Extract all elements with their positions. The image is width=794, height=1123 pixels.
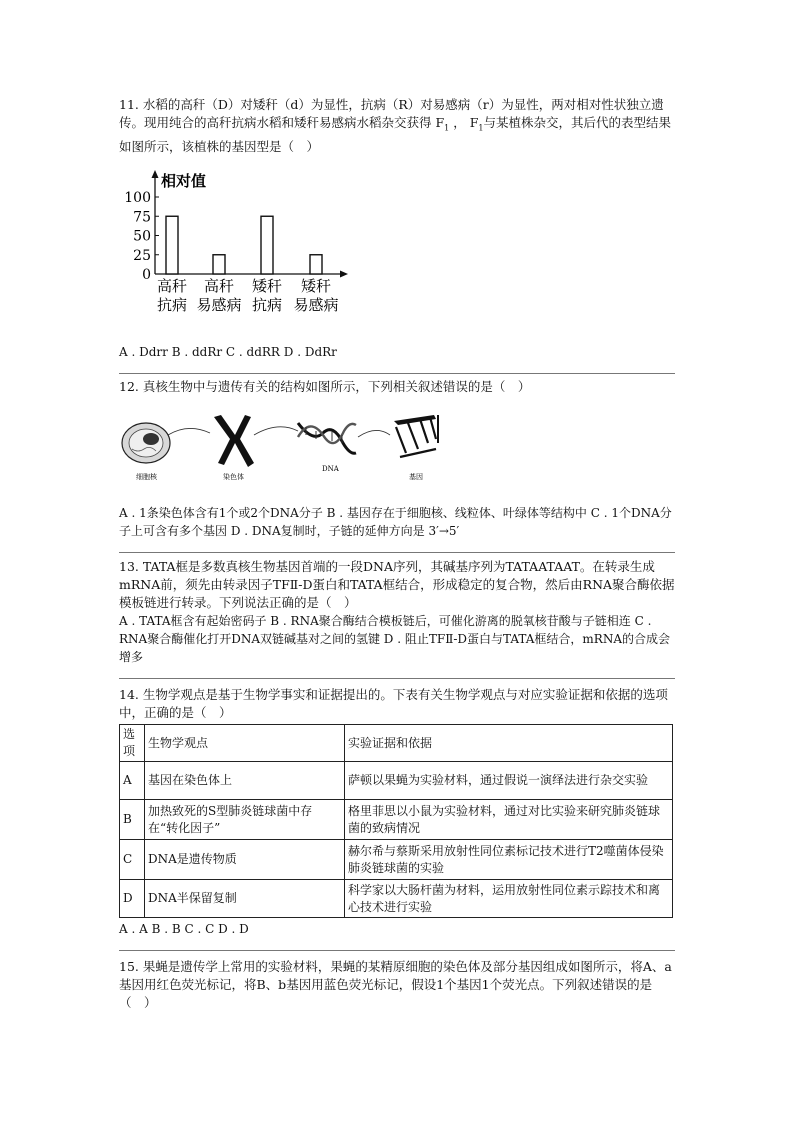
arrow-dna-gene bbox=[358, 430, 390, 437]
q11-bar-chart bbox=[115, 168, 355, 318]
question-15 bbox=[119, 958, 675, 1012]
gene-illustration bbox=[394, 415, 438, 457]
x-category-label: 易感病 bbox=[293, 296, 339, 314]
label-gene: 基因 bbox=[409, 473, 423, 481]
y-tick-label: 50 bbox=[133, 228, 151, 245]
question-14-options: A . A B . B C . C D . D bbox=[119, 922, 249, 936]
table-row bbox=[120, 840, 673, 880]
label-chromosome: 染色体 bbox=[223, 473, 244, 481]
x-category-label: 抗病 bbox=[251, 296, 283, 314]
question-12-options: A . 1条染色体含有1个或2个DNA分子 B . 基因存在于细胞核、线粒体、叶绿体等结构中 C . 1个DNA分子上可含有多个基因 D . DNA复制时，子链的延伸方向是 3′→5′ bbox=[119, 506, 672, 538]
table-cell: A bbox=[120, 762, 145, 800]
table-cell: 赫尔希与蔡斯采用放射性同位素标记技术进行T2噬菌体侵染肺炎链球菌的实验 bbox=[345, 840, 673, 880]
table-row bbox=[120, 762, 673, 800]
question-14 bbox=[119, 686, 675, 722]
y-axis-label: 相对值 bbox=[161, 172, 207, 190]
table-cell: C bbox=[120, 840, 145, 880]
table-header-cell: 选项 bbox=[120, 725, 145, 762]
divider bbox=[119, 373, 675, 374]
x-category-label: 矮秆 bbox=[251, 277, 283, 295]
question-11-stem: 11. 水稻的高秆（D）对矮秆（d）为显性，抗病（R）对易感病（r）为显性，两对相对性状独立遗传。现用纯合的高秆抗病水稻和矮秆易感病水稻杂交获得 $F_1$ ， $F_1$与某植株杂交，其后代的表型结果如图所示，该植株的基因型是（ ） bbox=[119, 97, 671, 154]
table-cell: 科学家以大肠杆菌为材料，运用放射性同位素示踪技术和离心技术进行实验 bbox=[345, 880, 673, 918]
table-cell: DNA半保留复制 bbox=[145, 880, 345, 918]
question-11-options: A . Ddrr B . ddRr C . ddRR D . DdRr bbox=[119, 345, 337, 359]
x-category-label: 高秆 bbox=[203, 277, 235, 295]
dna-helix-illustration bbox=[298, 423, 356, 453]
question-13-stem: 13. TATA框是多数真核生物基因首端的一段DNA序列，其碱基序列为TATAATAAT。在转录生成mRNA前，须先由转录因子TFⅡ-D蛋白和TATA框结合，形成稳定的复合物，然后由RNA聚合酶依据模板链进行转录。下列说法正确的是（ ） bbox=[119, 559, 675, 610]
label-nucleus: 细胞核 bbox=[136, 473, 157, 481]
table-row bbox=[120, 800, 673, 840]
arrow-nucleus-chromosome bbox=[168, 428, 210, 435]
y-tick-label: 25 bbox=[133, 247, 151, 264]
table-cell: 加热致死的S型肺炎链球菌中存在“转化因子” bbox=[145, 800, 345, 840]
table-cell: 格里菲思以小鼠为实验材料，通过对比实验来研究肺炎链球菌的致病情况 bbox=[345, 800, 673, 840]
divider bbox=[119, 678, 675, 679]
q12-figure bbox=[118, 413, 448, 485]
y-tick-label: 100 bbox=[124, 190, 151, 206]
question-14-stem: 14. 生物学观点是基于生物学事实和证据提出的。下表有关生物学观点与对应实验证据和依据的选项中，正确的是（ ） bbox=[119, 687, 668, 720]
chromosome-illustration bbox=[214, 415, 254, 467]
table-cell: B bbox=[120, 800, 145, 840]
question-14-table bbox=[119, 724, 673, 918]
y-axis-arrow bbox=[152, 170, 159, 178]
x-category-label: 抗病 bbox=[156, 296, 188, 314]
arrow-chromosome-dna bbox=[254, 427, 298, 435]
table-cell: 基因在染色体上 bbox=[145, 762, 345, 800]
question-12-stem: 12. 真核生物中与遗传有关的结构如图所示，下列相关叙述错误的是（ ） bbox=[119, 379, 531, 394]
bar bbox=[310, 255, 322, 274]
table-cell: 萨顿以果蝇为实验材料，通过假说一演绎法进行杂交实验 bbox=[345, 762, 673, 800]
table-header-cell: 实验证据和依据 bbox=[345, 725, 673, 762]
nucleus-illustration bbox=[122, 423, 170, 463]
table-header-row bbox=[120, 725, 673, 762]
bar bbox=[166, 216, 178, 274]
y-tick-label: 75 bbox=[133, 209, 151, 226]
table-row bbox=[120, 880, 673, 918]
x-category-label: 高秆 bbox=[156, 277, 188, 295]
question-11 bbox=[119, 96, 675, 156]
table-cell: DNA是遗传物质 bbox=[145, 840, 345, 880]
table-cell: D bbox=[120, 880, 145, 918]
x-axis-arrow bbox=[340, 271, 348, 278]
x-category-label: 易感病 bbox=[196, 296, 242, 314]
bar bbox=[213, 255, 225, 274]
question-15-stem: 15. 果蝇是遗传学上常用的实验材料，果蝇的某精原细胞的染色体及部分基因组成如图所示，将A、a基因用红色荧光标记，将B、b基因用蓝色荧光标记，假设1个基因1个荧光点。下列叙述错误的是（ ） bbox=[119, 959, 672, 1010]
y-tick-label: 0 bbox=[142, 267, 151, 283]
question-12 bbox=[119, 378, 675, 396]
divider bbox=[119, 950, 675, 951]
question-13-options: A . TATA框含有起始密码子 B . RNA聚合酶结合模板链后，可催化游离的脱氧核苷酸与子链相连 C . RNA聚合酶催化打开DNA双链碱基对之间的氢键 D . 阻止TFⅡ-D蛋白与TATA框结合，mRNA的合成会增多 bbox=[119, 614, 670, 664]
bar bbox=[261, 216, 273, 274]
question-13 bbox=[119, 558, 675, 666]
table-header-cell: 生物学观点 bbox=[145, 725, 345, 762]
label-dna: DNA bbox=[322, 465, 339, 473]
divider bbox=[119, 552, 675, 553]
x-category-label: 矮秆 bbox=[300, 277, 332, 295]
